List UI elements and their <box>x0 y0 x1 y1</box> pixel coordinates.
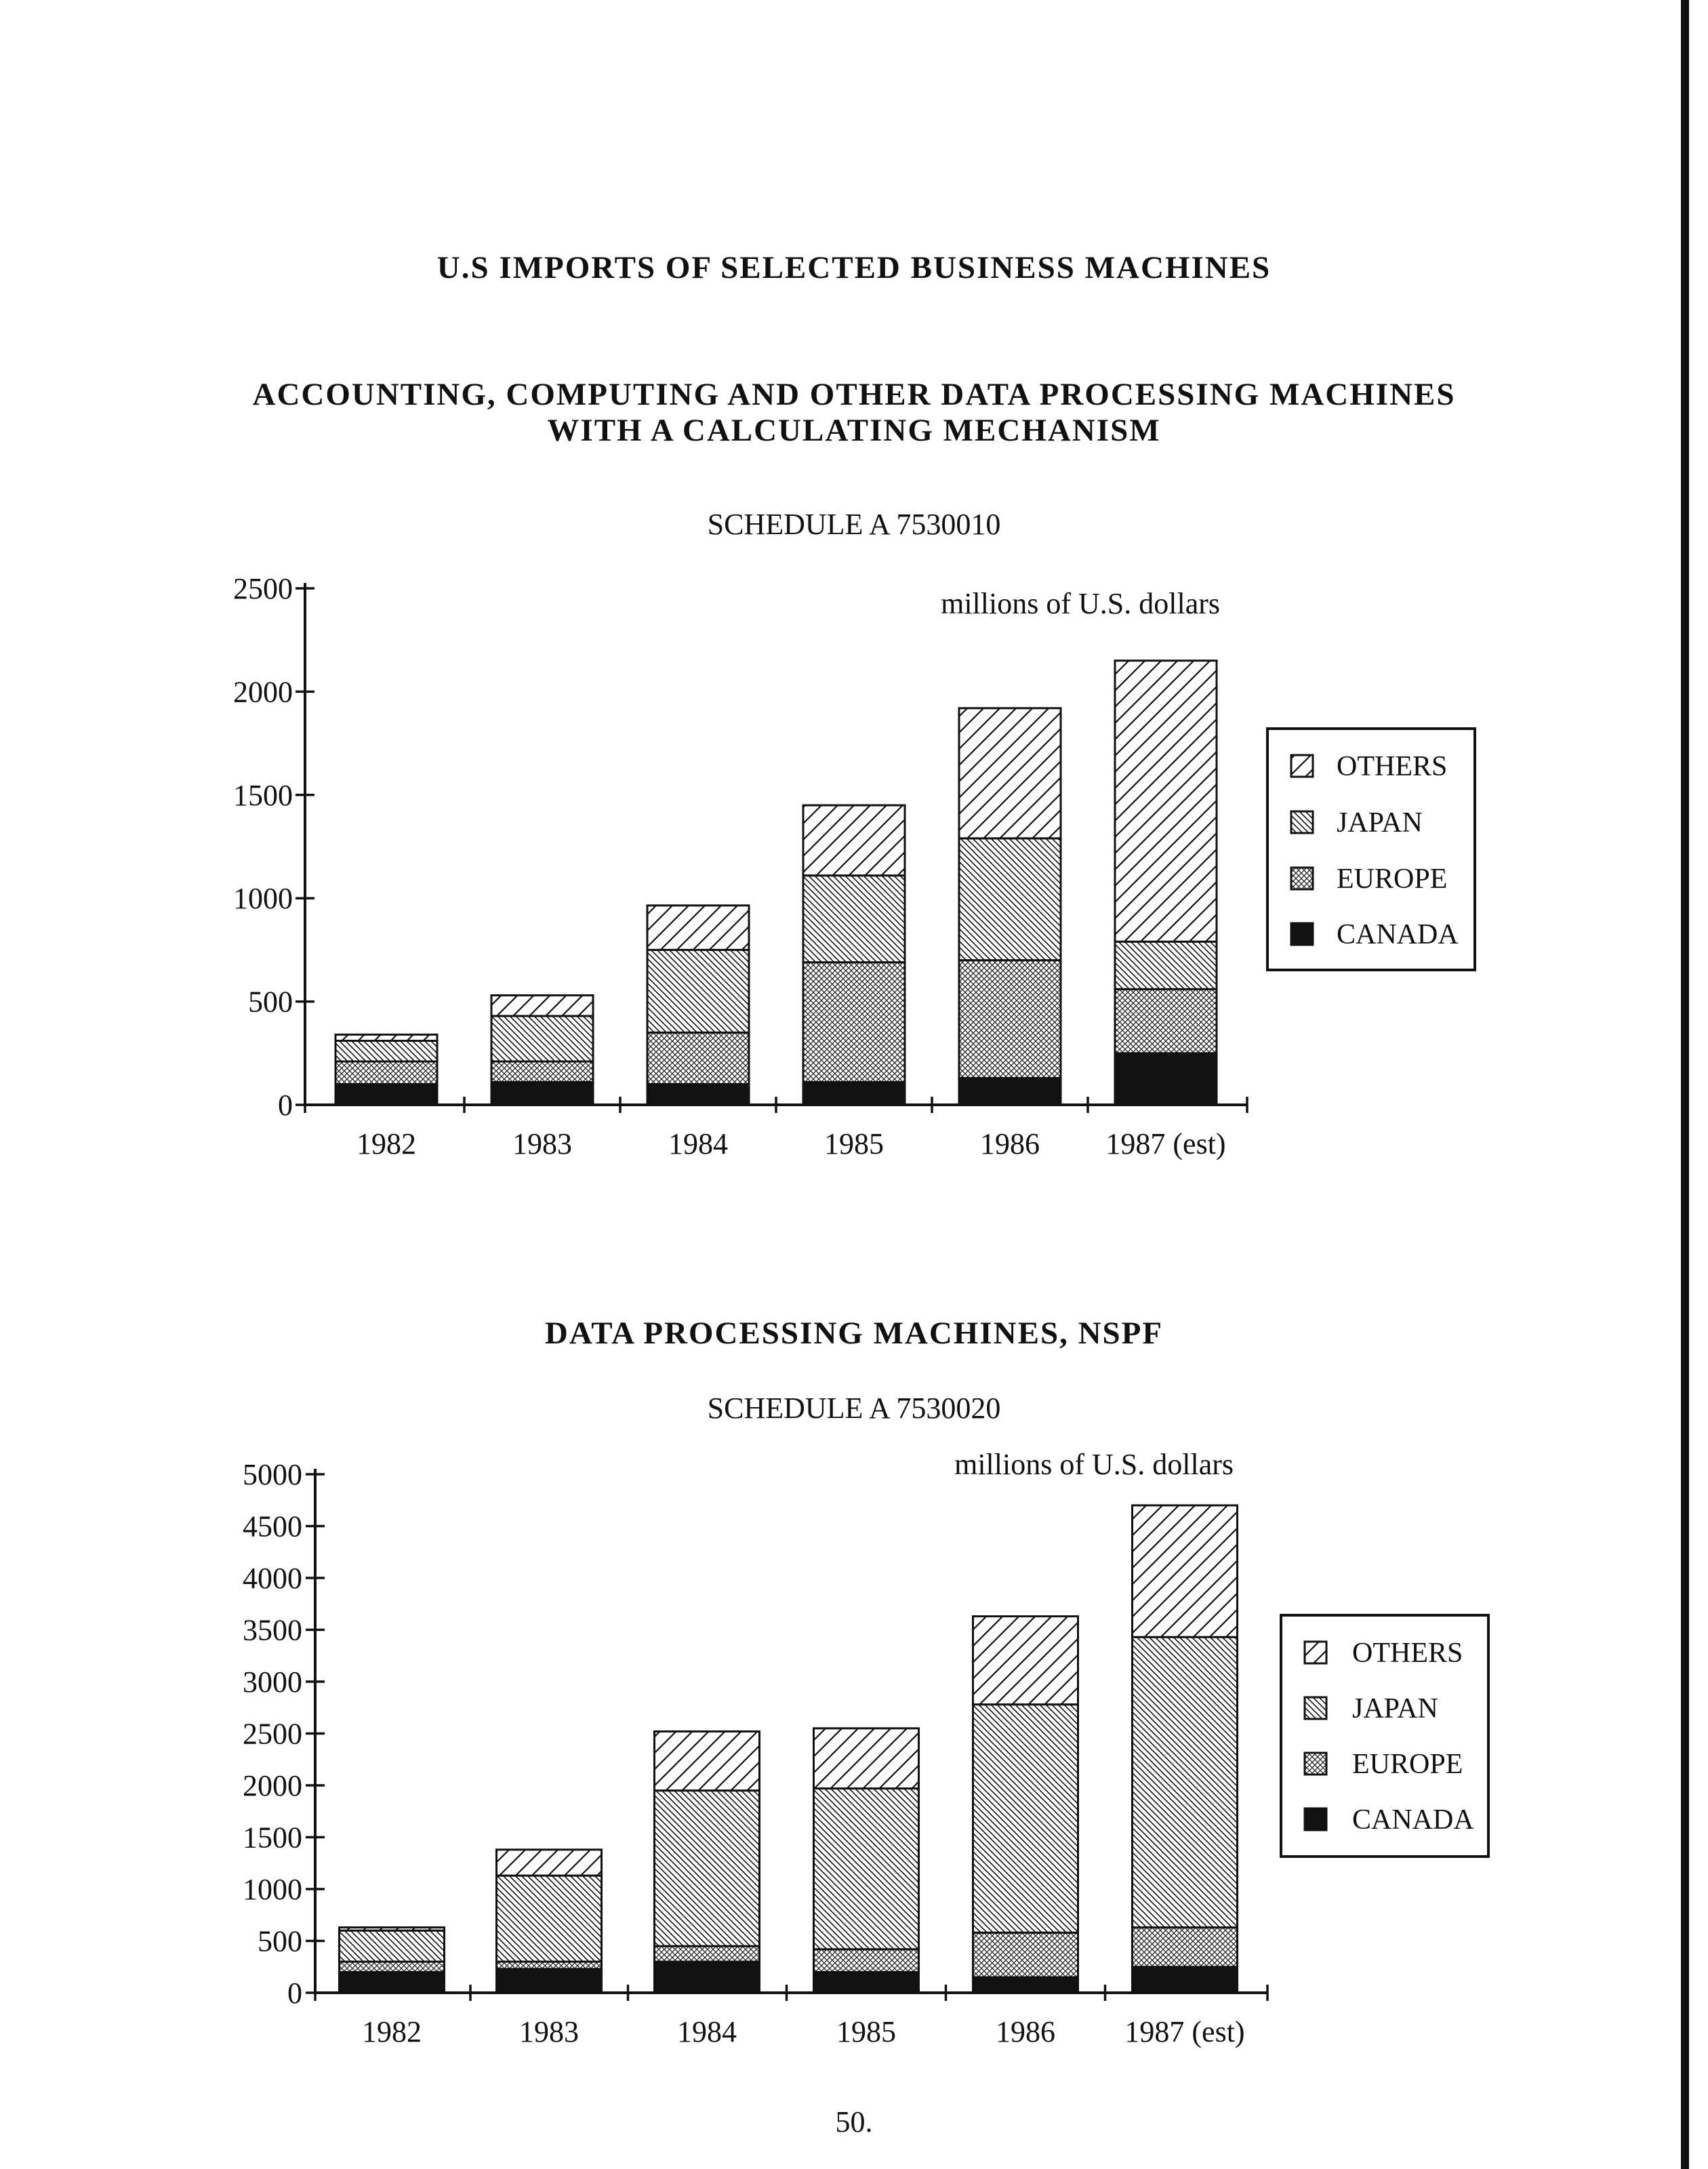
bar-others-1982 <box>340 1928 445 1931</box>
y-tick-label: 1000 <box>233 882 293 916</box>
y-tick-label: 5000 <box>243 1458 302 1491</box>
chart-2-legend <box>1281 1615 1488 1857</box>
y-tick-label: 2500 <box>243 1717 302 1751</box>
bar-others-1986 <box>959 708 1061 838</box>
legend-label-europe: EUROPE <box>1352 1749 1463 1780</box>
chart-1-title-line-1: ACCOUNTING, COMPUTING AND OTHER DATA PROCESSING MACHINES <box>252 377 1456 412</box>
x-tick-label: 1985 <box>836 2015 896 2048</box>
unit-label: millions of U.S. dollars <box>941 587 1220 620</box>
bar-europe-1983 <box>497 1962 602 1969</box>
chart-2-title: DATA PROCESSING MACHINES, NSPF <box>544 1316 1164 1351</box>
bar-others-1986 <box>973 1617 1078 1705</box>
bar-japan-1987est <box>1115 941 1217 989</box>
bar-others-1984 <box>647 906 749 950</box>
y-tick-label: 3000 <box>243 1665 302 1699</box>
y-tick-label: 0 <box>278 1089 293 1122</box>
bar-canada-1987est <box>1115 1053 1217 1105</box>
bar-canada-1987est <box>1133 1967 1238 1993</box>
bar-others-1983 <box>497 1850 602 1876</box>
bar-others-1985 <box>803 805 905 876</box>
legend-label-canada: CANADA <box>1352 1804 1474 1836</box>
legend-swatch-japan <box>1305 1697 1326 1719</box>
page-number: 50. <box>835 2105 873 2138</box>
bar-canada-1984 <box>647 1084 749 1105</box>
bar-europe-1987est <box>1133 1928 1238 1967</box>
legend-label-europe: EUROPE <box>1337 864 1448 895</box>
bar-canada-1986 <box>959 1078 1061 1105</box>
x-tick-label: 1982 <box>362 2015 422 2048</box>
legend-label-others: OTHERS <box>1337 751 1448 782</box>
bar-japan-1986 <box>959 838 1061 960</box>
bar-europe-1983 <box>491 1061 593 1082</box>
y-tick-label: 1000 <box>243 1873 302 1906</box>
x-tick-label: 1986 <box>996 2015 1055 2048</box>
x-tick-label: 1984 <box>677 2015 737 2048</box>
bar-europe-1985 <box>803 962 905 1082</box>
bar-japan-1987est <box>1133 1637 1238 1927</box>
y-tick-label: 2000 <box>243 1769 302 1802</box>
bar-others-1985 <box>814 1728 919 1789</box>
bar-europe-1984 <box>655 1946 760 1962</box>
legend-swatch-canada <box>1291 923 1313 945</box>
x-tick-label: 1984 <box>668 1127 728 1160</box>
legend-swatch-others <box>1305 1642 1326 1663</box>
bar-japan-1982 <box>336 1041 437 1061</box>
bar-japan-1983 <box>497 1876 602 1962</box>
bar-japan-1985 <box>803 876 905 962</box>
legend-swatch-canada <box>1305 1808 1326 1830</box>
chart-1-subtitle: SCHEDULE A 7530010 <box>707 508 1001 541</box>
bar-europe-1982 <box>336 1061 437 1084</box>
bar-japan-1983 <box>491 1016 593 1061</box>
bar-europe-1985 <box>814 1949 919 1972</box>
bar-others-1984 <box>655 1731 760 1790</box>
chart-2-subtitle: SCHEDULE A 7530020 <box>707 1392 1001 1425</box>
legend-swatch-japan <box>1291 811 1313 833</box>
y-tick-label: 1500 <box>233 778 293 812</box>
x-tick-label: 1987 (est) <box>1124 2015 1245 2048</box>
y-tick-label: 3500 <box>243 1613 302 1647</box>
x-tick-label: 1982 <box>357 1127 416 1160</box>
y-tick-label: 500 <box>248 985 293 1019</box>
bar-europe-1986 <box>959 960 1061 1078</box>
bar-canada-1986 <box>973 1977 1078 1993</box>
bar-canada-1985 <box>803 1082 905 1105</box>
bar-canada-1985 <box>814 1972 919 1993</box>
bar-canada-1984 <box>655 1962 760 1993</box>
chart-1-legend <box>1267 729 1475 970</box>
y-tick-label: 4500 <box>243 1509 302 1543</box>
y-tick-label: 0 <box>287 1977 302 2010</box>
bar-others-1983 <box>491 995 593 1015</box>
x-tick-label: 1986 <box>980 1127 1040 1160</box>
bar-japan-1985 <box>814 1789 919 1949</box>
bar-europe-1984 <box>647 1032 749 1084</box>
chart-2-plot <box>243 1448 1488 2048</box>
bar-canada-1983 <box>497 1969 602 1993</box>
x-tick-label: 1983 <box>512 1127 572 1160</box>
bar-japan-1986 <box>973 1705 1078 1933</box>
bar-europe-1986 <box>973 1932 1078 1977</box>
bar-canada-1982 <box>336 1084 437 1105</box>
x-tick-label: 1985 <box>824 1127 884 1160</box>
bar-europe-1982 <box>340 1962 445 1972</box>
bar-japan-1984 <box>647 950 749 1032</box>
y-tick-label: 500 <box>258 1924 302 1958</box>
legend-swatch-europe <box>1291 868 1313 889</box>
bar-others-1982 <box>336 1034 437 1040</box>
x-tick-label: 1983 <box>519 2015 579 2048</box>
y-tick-label: 2500 <box>233 572 293 605</box>
chart-1-plot <box>233 572 1475 1160</box>
bar-canada-1983 <box>491 1082 593 1105</box>
bar-japan-1984 <box>655 1791 760 1947</box>
legend-label-japan: JAPAN <box>1352 1693 1438 1724</box>
bar-others-1987est <box>1133 1505 1238 1637</box>
bar-europe-1987est <box>1115 989 1217 1053</box>
bar-others-1987est <box>1115 661 1217 942</box>
legend-label-others: OTHERS <box>1352 1638 1463 1669</box>
unit-label: millions of U.S. dollars <box>954 1448 1234 1481</box>
chart-1-title-line-2: WITH A CALCULATING MECHANISM <box>547 413 1161 448</box>
bar-canada-1982 <box>340 1972 445 1993</box>
legend-swatch-europe <box>1305 1753 1326 1775</box>
y-tick-label: 2000 <box>233 675 293 709</box>
page-title: U.S IMPORTS OF SELECTED BUSINESS MACHINES <box>436 250 1272 285</box>
legend-label-japan: JAPAN <box>1337 807 1423 838</box>
y-tick-label: 1500 <box>243 1821 302 1854</box>
x-tick-label: 1987 (est) <box>1105 1127 1226 1160</box>
y-tick-label: 4000 <box>243 1562 302 1595</box>
bar-japan-1982 <box>340 1930 445 1962</box>
legend-swatch-others <box>1291 755 1313 777</box>
legend-label-canada: CANADA <box>1337 919 1459 950</box>
